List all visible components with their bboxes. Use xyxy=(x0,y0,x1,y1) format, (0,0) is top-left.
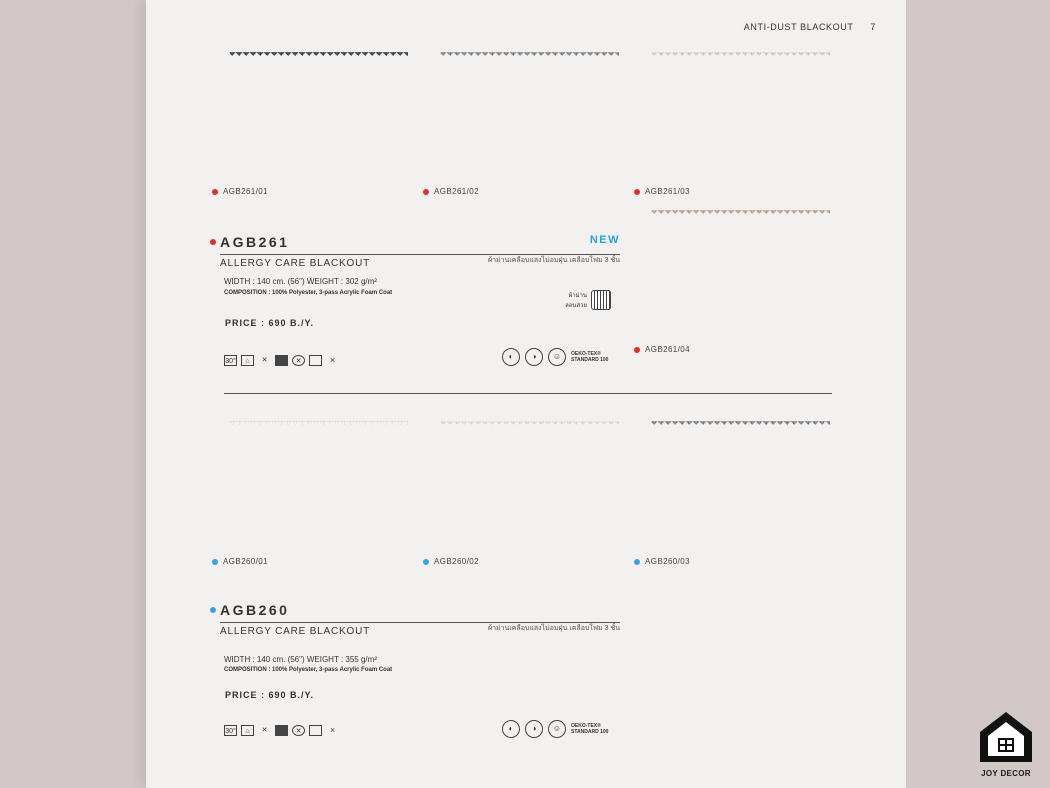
product-spec: WIDTH : 140 cm. (56") WEIGHT : 355 g/m² xyxy=(224,655,377,664)
section-title: ANTI-DUST BLACKOUT xyxy=(743,22,854,32)
swatch-agb260-03[interactable] xyxy=(646,421,830,551)
product-composition: COMPOSITION : 100% Polyester, 3-pass Acrylic Foam Coat xyxy=(224,290,393,296)
cert-icon: ◐ xyxy=(502,348,520,366)
joy-decor-logo: JOY DECOR xyxy=(976,710,1036,778)
wash-30-icon: 30° xyxy=(224,725,237,736)
cert-icon: ☺ xyxy=(548,348,566,366)
section-divider xyxy=(224,393,832,394)
dry-icon xyxy=(275,355,288,366)
wash-icon xyxy=(309,355,322,366)
swatch-agb260-02[interactable] xyxy=(435,421,619,551)
iron-icon: ⌂ xyxy=(241,725,254,736)
swatch-agb261-02[interactable] xyxy=(435,52,619,182)
cert-icon: ☺ xyxy=(548,720,566,738)
swatch-agb261-03[interactable] xyxy=(646,52,830,182)
swatch-code: AGB261/03 xyxy=(634,187,690,196)
care-icons xyxy=(224,725,339,736)
dry-icon xyxy=(275,725,288,736)
wash-30-icon: 30° xyxy=(224,355,237,366)
product-thai-description: ผ้าม่านเคลือบแสงไม่อมฝุ่น เคลือบโฟม 3 ชั้น xyxy=(487,625,620,632)
swatch-agb261-04[interactable] xyxy=(646,210,830,340)
swatch-code: AGB261/04 xyxy=(634,345,690,354)
swatch-agb260-01[interactable] xyxy=(224,421,408,551)
product-composition: COMPOSITION : 100% Polyester, 3-pass Acrylic Foam Coat xyxy=(224,667,393,673)
iron-icon: ⌂ xyxy=(241,355,254,366)
product-thai-description: ผ้าม่านเคลือบแสงไม่อมฝุ่น เคลือบโฟม 3 ชั้น xyxy=(487,257,620,264)
swatch-code: AGB260/01 xyxy=(212,557,268,566)
product-title-agb261 xyxy=(220,234,620,269)
product-title-agb260 xyxy=(220,602,620,637)
care-icons xyxy=(224,355,339,366)
swatch-code: AGB261/01 xyxy=(212,187,268,196)
catalog-page xyxy=(146,0,906,788)
cert-icon: ◑ xyxy=(525,348,543,366)
product-spec: WIDTH : 140 cm. (56") WEIGHT : 302 g/m² xyxy=(224,277,377,286)
no-tumble-icon: ✕ xyxy=(292,725,305,736)
certifications xyxy=(502,720,615,738)
blind-icon xyxy=(591,290,611,310)
cert-icon: ◐ xyxy=(502,720,520,738)
product-price: PRICE : 690 B./Y. xyxy=(225,690,315,700)
no-bleach-icon: ✕ xyxy=(261,357,268,364)
oeko-tex-logo: OEKO-TEX® STANDARD 100 xyxy=(571,351,609,363)
swatch-code: AGB261/02 xyxy=(423,187,479,196)
cert-icon: ◑ xyxy=(525,720,543,738)
curtain-badge: ผ้าม่าน ลอนสวย xyxy=(561,290,611,310)
product-subtitle: ALLERGY CARE BLACKOUT xyxy=(220,626,370,637)
swatch-code: AGB260/02 xyxy=(423,557,479,566)
no-tumble-icon: ✕ xyxy=(292,355,305,366)
wash-icon xyxy=(309,725,322,736)
oeko-tex-logo: OEKO-TEX® STANDARD 100 xyxy=(571,723,609,735)
product-price: PRICE : 690 B./Y. xyxy=(225,318,315,328)
no-bleach-icon: ✕ xyxy=(261,727,268,734)
new-badge: NEW xyxy=(589,234,620,246)
house-icon xyxy=(978,710,1034,764)
page-header xyxy=(744,22,876,32)
certifications xyxy=(502,348,615,366)
no-dry-clean-icon: ⨯ xyxy=(329,357,336,364)
page-number: 7 xyxy=(870,22,876,32)
product-code: AGB261 xyxy=(220,234,290,250)
swatch-agb261-01[interactable] xyxy=(224,52,408,182)
swatch-code: AGB260/03 xyxy=(634,557,690,566)
no-dry-clean-icon: ⨯ xyxy=(329,727,336,734)
product-code: AGB260 xyxy=(220,602,290,618)
product-subtitle: ALLERGY CARE BLACKOUT xyxy=(220,258,370,269)
